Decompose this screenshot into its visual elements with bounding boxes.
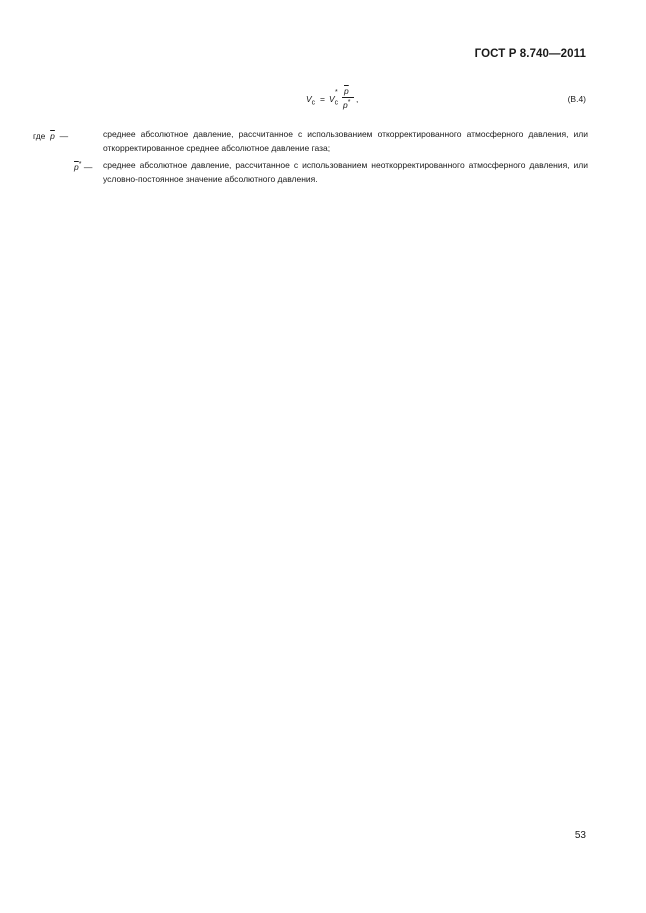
definition-dash: — xyxy=(59,130,69,141)
definition-text: среднее абсолютное давление, рассчитанное с использованием неоткорректированного атмосферного давления, или условно-постоянное значение абсолютного давления. xyxy=(103,160,588,184)
document-header xyxy=(475,48,586,60)
formula-lhs: $V_c$ xyxy=(306,94,316,107)
formula-denominator: p* xyxy=(343,99,351,110)
where-word: где xyxy=(33,130,46,141)
page-number: 53 xyxy=(574,830,586,841)
symbol-p-bar-star: $\overline{p}$ xyxy=(74,161,79,172)
formula-equals: = xyxy=(320,94,325,104)
formula-rhs-sup: * xyxy=(335,89,338,96)
definition-item xyxy=(33,127,588,155)
formula-numerator: $\overline{p}$ xyxy=(344,86,349,96)
formula-comma: , xyxy=(356,94,359,104)
equation-number: (В.4) xyxy=(567,94,586,104)
formula-rhs: $V_c$ xyxy=(329,94,339,107)
definitions-list xyxy=(33,127,588,186)
standard-id: ГОСТ Р 8.740—2011 xyxy=(474,48,586,60)
definition-item: $\overline{p}^*$ — среднее абсолютное давление, рассчитанное с использованием неоткорректированного атмосферного давления, или условно-постоянное значение абсолютного давления. xyxy=(74,160,588,184)
definition-text: среднее абсолютное давление, рассчитанное с использованием откорректированного атмосферного давления, или откорректированное среднее абсолютное давление газа; xyxy=(103,129,588,153)
definition-dash: — xyxy=(83,161,93,172)
symbol-p-bar: $\overline{p}$ xyxy=(50,130,55,141)
fraction-line xyxy=(342,97,354,98)
